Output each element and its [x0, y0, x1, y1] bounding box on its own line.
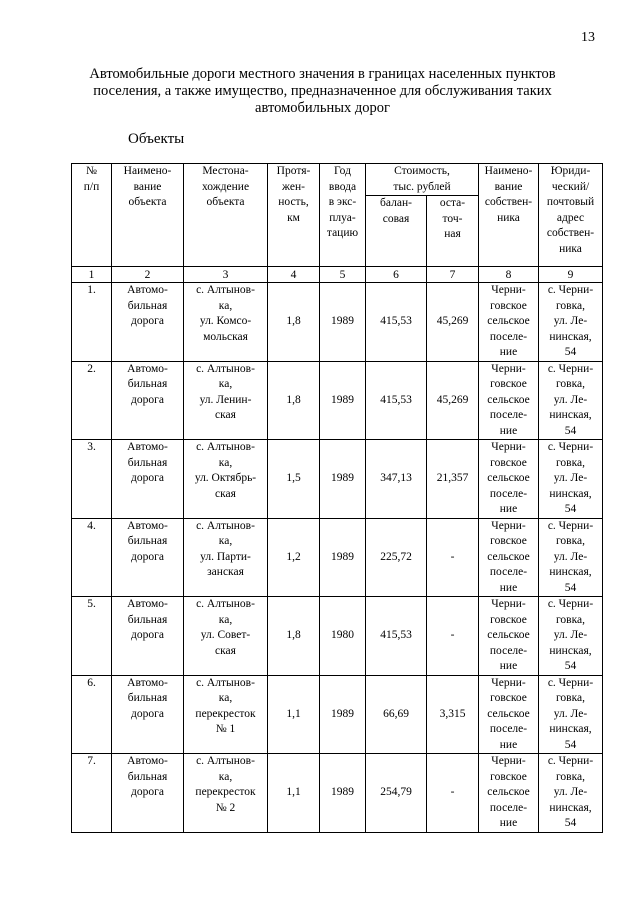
cell-length: 1,8	[268, 283, 320, 362]
table-row	[72, 283, 603, 362]
cell-number: 5.	[72, 597, 112, 676]
table-row	[72, 597, 603, 676]
column-number: 1	[72, 267, 112, 283]
cell-year: 1989	[320, 361, 366, 440]
cell-year: 1980	[320, 597, 366, 676]
cell-number: 7.	[72, 754, 112, 833]
document-title	[60, 66, 585, 117]
cell-name: Автомо- бильная дорога	[112, 440, 184, 519]
cell-owner: Черни- говское сельское поселе- ние	[479, 597, 539, 676]
cell-residual: 45,269	[427, 283, 479, 362]
cell-length: 1,1	[268, 754, 320, 833]
cell-owner: Черни- говское сельское поселе- ние	[479, 675, 539, 754]
cell-location: с. Алтынов- ка, ул. Комсо- мольская	[184, 283, 268, 362]
cell-address: с. Черни- говка, ул. Ле- нинская, 54	[539, 518, 603, 597]
cell-balance: 254,79	[366, 754, 427, 833]
cell-location: с. Алтынов- ка, ул. Ленин- ская	[184, 361, 268, 440]
cell-address: с. Черни- говка, ул. Ле- нинская, 54	[539, 754, 603, 833]
cell-year: 1989	[320, 283, 366, 362]
cell-name: Автомо- бильная дорога	[112, 361, 184, 440]
header-year: Год ввода в экс- плуа- тацию	[320, 164, 366, 267]
cell-number: 4.	[72, 518, 112, 597]
cell-balance: 415,53	[366, 361, 427, 440]
cell-location: с. Алтынов- ка, перекресток № 2	[184, 754, 268, 833]
cell-owner: Черни- говское сельское поселе- ние	[479, 754, 539, 833]
cell-balance: 415,53	[366, 597, 427, 676]
table-row	[72, 361, 603, 440]
header-cost: Стоимость, тыс. рублей	[366, 164, 479, 196]
cell-owner: Черни- говское сельское поселе- ние	[479, 361, 539, 440]
cell-balance: 347,13	[366, 440, 427, 519]
cell-number: 1.	[72, 283, 112, 362]
cell-location: с. Алтынов- ка, ул. Октябрь- ская	[184, 440, 268, 519]
cell-balance: 225,72	[366, 518, 427, 597]
header-owner: Наимено- вание собствен- ника	[479, 164, 539, 267]
cell-residual: 21,357	[427, 440, 479, 519]
cell-length: 1,8	[268, 597, 320, 676]
cell-number: 2.	[72, 361, 112, 440]
cell-residual: 45,269	[427, 361, 479, 440]
title-line: автомобильных дорог	[255, 100, 390, 116]
cell-year: 1989	[320, 675, 366, 754]
cell-owner: Черни- говское сельское поселе- ние	[479, 518, 539, 597]
column-number: 4	[268, 267, 320, 283]
header-num: № п/п	[72, 164, 112, 267]
cell-location: с. Алтынов- ка, ул. Совет- ская	[184, 597, 268, 676]
cell-length: 1,1	[268, 675, 320, 754]
cell-name: Автомо- бильная дорога	[112, 754, 184, 833]
cell-name: Автомо- бильная дорога	[112, 597, 184, 676]
cell-location: с. Алтынов- ка, перекресток № 1	[184, 675, 268, 754]
column-number: 6	[366, 267, 427, 283]
title-line: Автомобильные дороги местного значения в границах населенных пунктов	[89, 66, 556, 82]
page-number: 13	[581, 30, 595, 45]
column-numbers-row	[72, 267, 603, 283]
cell-length: 1,8	[268, 361, 320, 440]
column-number: 8	[479, 267, 539, 283]
cell-address: с. Черни- говка, ул. Ле- нинская, 54	[539, 283, 603, 362]
cell-address: с. Черни- говка, ул. Ле- нинская, 54	[539, 597, 603, 676]
cell-address: с. Черни- говка, ул. Ле- нинская, 54	[539, 675, 603, 754]
header-residual: оста- точ- ная	[427, 196, 479, 267]
cell-address: с. Черни- говка, ул. Ле- нинская, 54	[539, 361, 603, 440]
cell-residual: 3,315	[427, 675, 479, 754]
cell-year: 1989	[320, 518, 366, 597]
header-row	[72, 164, 603, 196]
cell-owner: Черни- говское сельское поселе- ние	[479, 283, 539, 362]
column-number: 7	[427, 267, 479, 283]
cell-name: Автомо- бильная дорога	[112, 675, 184, 754]
section-label: Объекты	[128, 131, 185, 147]
cell-location: с. Алтынов- ка, ул. Парти- занская	[184, 518, 268, 597]
table-row	[72, 518, 603, 597]
header-length: Протя- жен- ность, км	[268, 164, 320, 267]
cell-residual: -	[427, 518, 479, 597]
column-number: 2	[112, 267, 184, 283]
cell-balance: 415,53	[366, 283, 427, 362]
cell-address: с. Черни- говка, ул. Ле- нинская, 54	[539, 440, 603, 519]
title-line: поселения, а также имущество, предназначенное для обслуживания таких	[93, 83, 552, 99]
header-address: Юриди- ческий/ почтовый адрес собствен- ника	[539, 164, 603, 267]
cell-balance: 66,69	[366, 675, 427, 754]
cell-name: Автомо- бильная дорога	[112, 518, 184, 597]
objects-table	[71, 163, 603, 833]
header-balance: балан- совая	[366, 196, 427, 267]
cell-year: 1989	[320, 754, 366, 833]
column-number: 3	[184, 267, 268, 283]
table-row	[72, 440, 603, 519]
cell-residual: -	[427, 754, 479, 833]
cell-name: Автомо- бильная дорога	[112, 283, 184, 362]
cell-owner: Черни- говское сельское поселе- ние	[479, 440, 539, 519]
column-number: 9	[539, 267, 603, 283]
cell-number: 3.	[72, 440, 112, 519]
table-row	[72, 675, 603, 754]
cell-residual: -	[427, 597, 479, 676]
header-location: Местона- хождение объекта	[184, 164, 268, 267]
cell-length: 1,5	[268, 440, 320, 519]
cell-length: 1,2	[268, 518, 320, 597]
cell-number: 6.	[72, 675, 112, 754]
cell-year: 1989	[320, 440, 366, 519]
table-row	[72, 754, 603, 833]
header-name: Наимено- вание объекта	[112, 164, 184, 267]
column-number: 5	[320, 267, 366, 283]
